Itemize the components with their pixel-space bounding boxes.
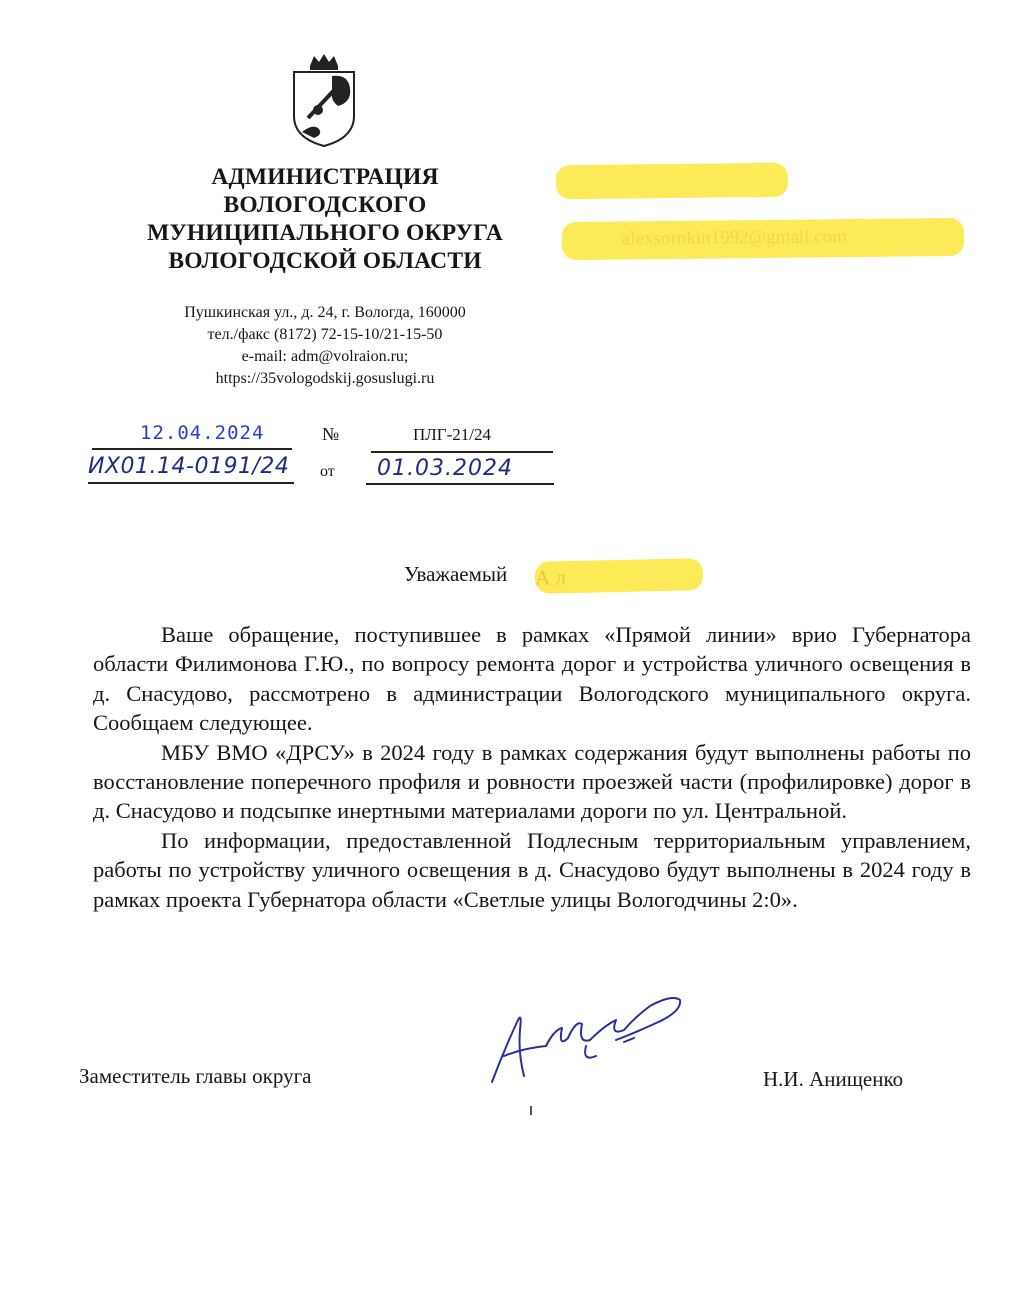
- divider: [366, 483, 554, 485]
- incoming-stamp-date: 12.04.2024: [140, 422, 265, 444]
- document-date: 01.03.2024: [377, 456, 513, 481]
- letter-body: [93, 620, 971, 914]
- email: e-mail: adm@volraion.ru;: [241, 348, 409, 365]
- website: https://35vologodskij.gosuslugi.ru: [215, 370, 435, 387]
- redacted-email: alexsorokin1992@gmail.com: [621, 226, 847, 250]
- document-number: ПЛГ-21/24: [413, 425, 492, 444]
- org-line: ВОЛОГОДСКОГО: [223, 192, 427, 218]
- contact-block: [100, 302, 550, 390]
- redaction-highlight: [535, 558, 704, 594]
- address: Пушкинская ул., д. 24, г. Вологда, 160000: [184, 304, 466, 321]
- coat-of-arms-icon: [288, 52, 360, 148]
- paragraph: МБУ ВМО «ДРСУ» в 2024 году в рамках содержания будут выполнены работы по восстановление поперечного профиля и ровности проезжей части (профилировке) дорог в д. Снасудово и подсыпке инертными материалами дороги по ул. Центральной.: [93, 739, 971, 824]
- divider: [92, 448, 292, 450]
- salutation: Уважаемый: [404, 562, 508, 586]
- redaction-highlight: [562, 218, 964, 260]
- incoming-number: ИХ01.14-0191/24: [88, 454, 290, 479]
- redaction-highlight: [556, 163, 788, 199]
- redacted-name: А л: [534, 565, 567, 590]
- paragraph: Ваше обращение, поступившее в рамках «Прямой линии» врио Губернатора области Филимонова Г.Ю., по вопросу ремонта дорог и устройства уличного освещения в д. Снасудово, рассмотрено в администрации Вологодского муниципального округа. Сообщаем следующее.: [93, 622, 971, 736]
- signatory-name: Н.И. Анищенко: [763, 1067, 904, 1091]
- phone: тел./факс (8172) 72-15-10/21-15-50: [207, 326, 443, 343]
- divider: [88, 482, 294, 484]
- paragraph: По информации, предоставленной Подлесным территориальным управлением, работы по устройству уличного освещения в д. Снасудово будут выполнены в 2024 году в рамках проекта Губернатора области «Светлые улицы Вологодчины 2:0».: [93, 827, 971, 912]
- org-line: АДМИНИСТРАЦИЯ: [211, 164, 439, 190]
- org-line: МУНИЦИПАЛЬНОГО ОКРУГА: [147, 220, 503, 246]
- from-label: от: [320, 463, 335, 480]
- organization-name: [100, 163, 550, 275]
- handwritten-signature: [484, 990, 694, 1090]
- mark: [530, 1106, 532, 1115]
- org-line: ВОЛОГОДСКОЙ ОБЛАСТИ: [168, 248, 482, 274]
- signatory-title: Заместитель главы округа: [79, 1064, 312, 1088]
- number-label: №: [322, 424, 340, 444]
- divider: [371, 451, 553, 453]
